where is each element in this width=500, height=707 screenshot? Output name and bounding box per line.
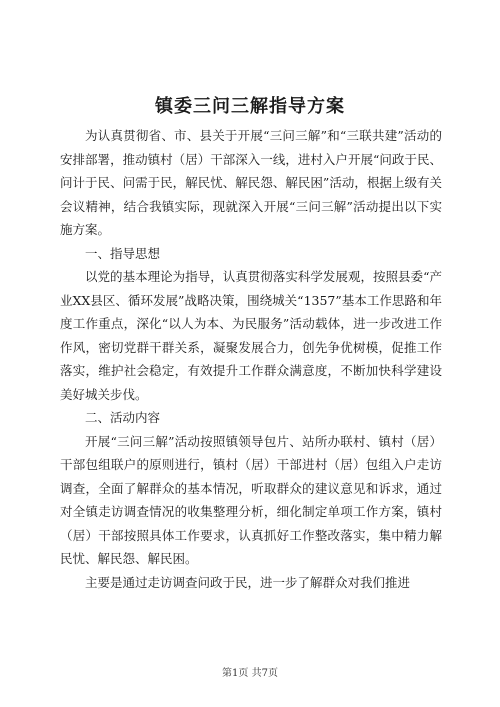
guiding-ideology-paragraph: 以党的基本理论为指导，认真贯彻落实科学发展观，按照县委“产业XX县区、循环发展”战略决策，围绕城关“1357”基本工作思路和年度工作重点，深化“以人为本、为民服务”活动载体，进一步改进工作作风，密切党群干群关系，凝聚发展合力，创先争优树模，促推工作落实，维护社会稳定，有效提升工作群众满意度，不断加快科学建设美好城关步伐。 bbox=[60, 269, 442, 402]
section-heading-guiding-ideology: 一、指导思想 bbox=[85, 245, 161, 261]
section-heading-activity-content: 二、活动内容 bbox=[85, 410, 161, 425]
document-body bbox=[60, 124, 442, 594]
intro-paragraph: 为认真贯彻省、市、县关于开展“三问三解”和“三联共建”活动的安排部署，推动镇村（居）干部深入一线，进村入户开展“问政于民、问计于民、问需于民，解民忧、解民怨、解民困”活动，根据上级有关会议精神，结合我镇实际，现就深入开展“三问三解”活动提出以下实施方案。 bbox=[60, 128, 442, 237]
main-content-paragraph: 主要是通过走访调查问政于民，进一步了解群众对我们推进 bbox=[85, 574, 411, 590]
activity-content-paragraph: 开展“三问三解”活动按照镇领导包片、站所办联村、镇村（居）干部包组联户的原则进行，镇村（居）干部进村（居）包组入户走访调查，全面了解群众的基本情况，听取群众的建议意见和诉求，通过对全镇走访调查情况的收集整理分析，细化制定单项工作方案，镇村（居）干部按照具体工作要求，认真抓好工作整改落实，集中精力解民忧、解民怨、解民困。 bbox=[60, 433, 442, 566]
page-number-footer: 第1页 共7页 bbox=[222, 668, 278, 679]
document-title: 镇委三问三解指导方案 bbox=[155, 96, 345, 117]
